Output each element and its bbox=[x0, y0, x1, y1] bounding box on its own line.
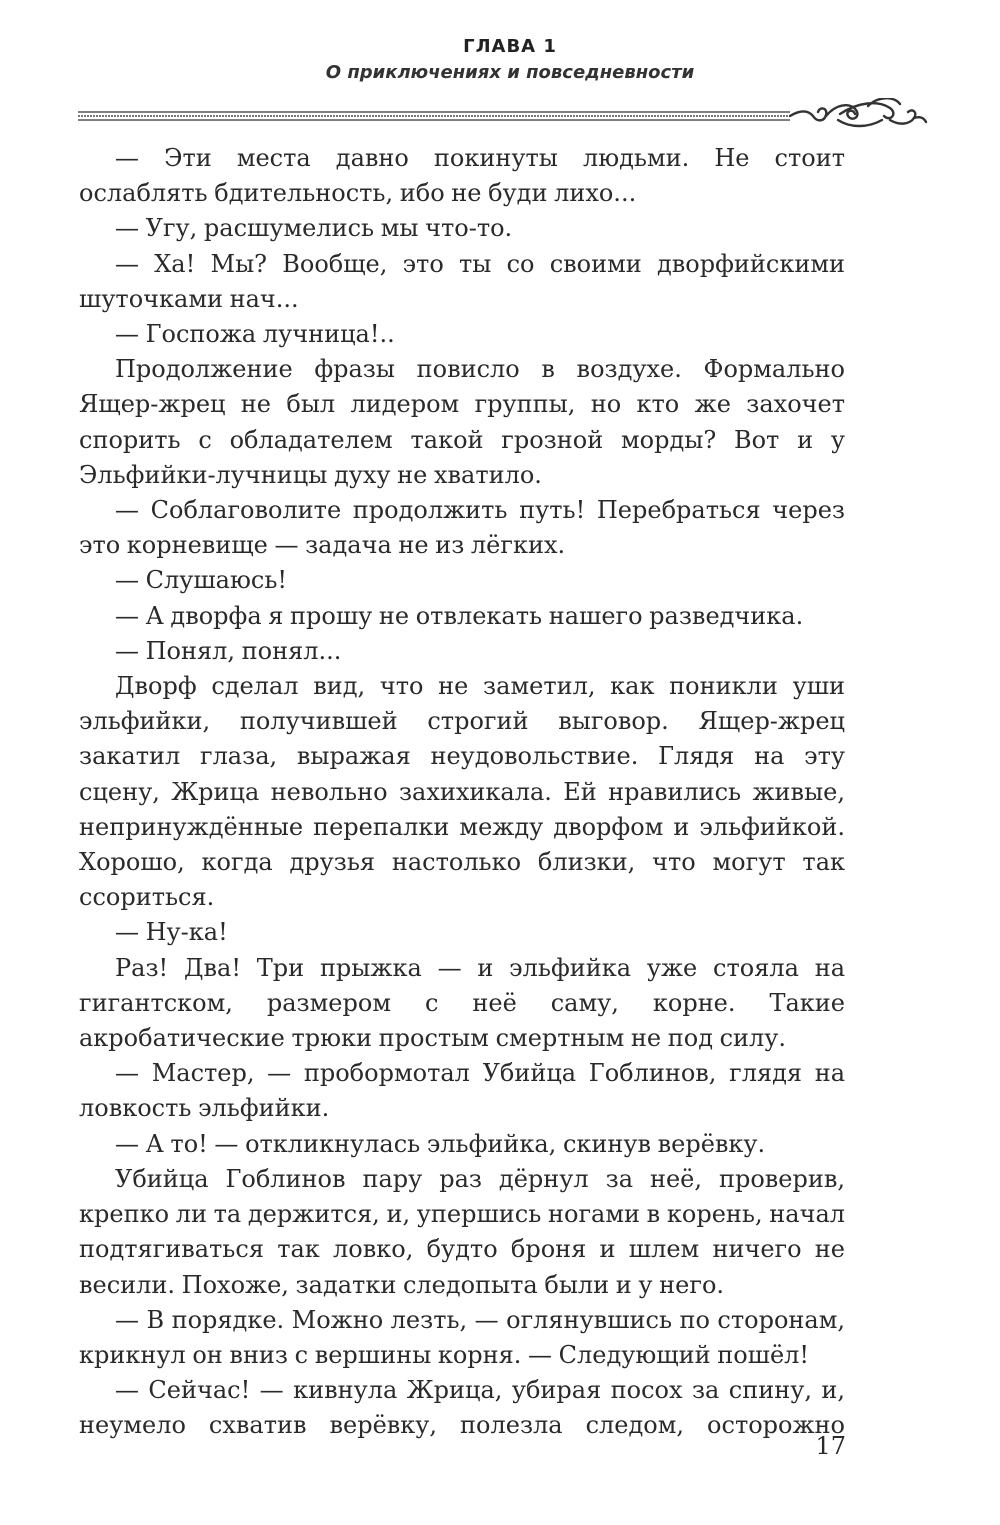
page-number: 17 bbox=[815, 1432, 846, 1460]
body-text bbox=[79, 141, 845, 1444]
paragraph: — Эти места давно покинуты людьми. Не стоит ослаблять бдительность, ибо не буди лихо... bbox=[79, 144, 845, 208]
paragraph: — Слушаюсь! bbox=[115, 566, 288, 595]
paragraph: — Угу, расшумелись мы что-то. bbox=[115, 214, 513, 243]
running-header bbox=[0, 34, 1000, 86]
paragraph: — Ну-ка! bbox=[115, 918, 228, 947]
chapter-label: ГЛАВА 1 bbox=[463, 36, 557, 57]
paragraph: — В порядке. Можно лезть, — оглянувшись по сторонам, крикнул он вниз с вершины корня. — Следующий пошёл! bbox=[79, 1305, 845, 1369]
paragraph: Раз! Два! Три прыжка — и эльфийка уже стояла на гигантском, размером с неё саму, корне. Такие акробатические трюки простым смертным не под силу. bbox=[79, 953, 845, 1053]
paragraph: Продолжение фразы повисло в воздухе. Формально Ящер-жрец не был лидером группы, но кто же захочет спорить с обладателем такой грозной морды? Вот и у Эльфийки-лучницы духу не хватило. bbox=[79, 355, 845, 489]
paragraph: — Ха! Мы? Вообще, это ты со своими дворфийскими шуточками нач... bbox=[79, 249, 845, 313]
paragraph: — Госпожа лучница!.. bbox=[115, 320, 395, 349]
paragraph: Убийца Гоблинов пару раз дёрнул за неё, проверив, крепко ли та держится, и, упершись ногами в корень, начал подтягиваться так ловко, будто броня и шлем ничего не весили. Похоже, задатки следопыта были и у него. bbox=[79, 1164, 845, 1299]
flourish-ornament-icon bbox=[790, 98, 926, 126]
paragraph: — Мастер, — пробормотал Убийца Гоблинов, глядя на ловкость эльфийки. bbox=[79, 1059, 845, 1123]
paragraph: Дворф сделал вид, что не заметил, как поникли уши эльфийки, получившей строгий выговор. Ящер-жрец закатил глаза, выражая неудовольствие. Глядя на эту сцену, Жрица невольно захихикала. Ей нравились живые, непринуждённые перепалки между дворфом и эльфийкой. Хорошо, когда друзья настолько близки, что могут так ссориться. bbox=[79, 672, 845, 912]
paragraph: — Понял, понял... bbox=[115, 636, 342, 665]
paragraph: — Сейчас! — кивнула Жрица, убирая посох за спину, и, неумело схватив верёвку, полезла следом, осторожно bbox=[79, 1376, 845, 1440]
paragraph: — А дворфа я прошу не отвлекать нашего разведчика. bbox=[115, 601, 804, 630]
header-rule bbox=[78, 98, 930, 132]
paragraph: — Соблаговолите продолжить путь! Перебраться через это корневище — задача не из лёгких. bbox=[79, 496, 845, 560]
chapter-subtitle: О приключениях и повседневности bbox=[325, 62, 695, 83]
paragraph: — А то! — откликнулась эльфийка, скинув верёвку. bbox=[115, 1129, 766, 1158]
